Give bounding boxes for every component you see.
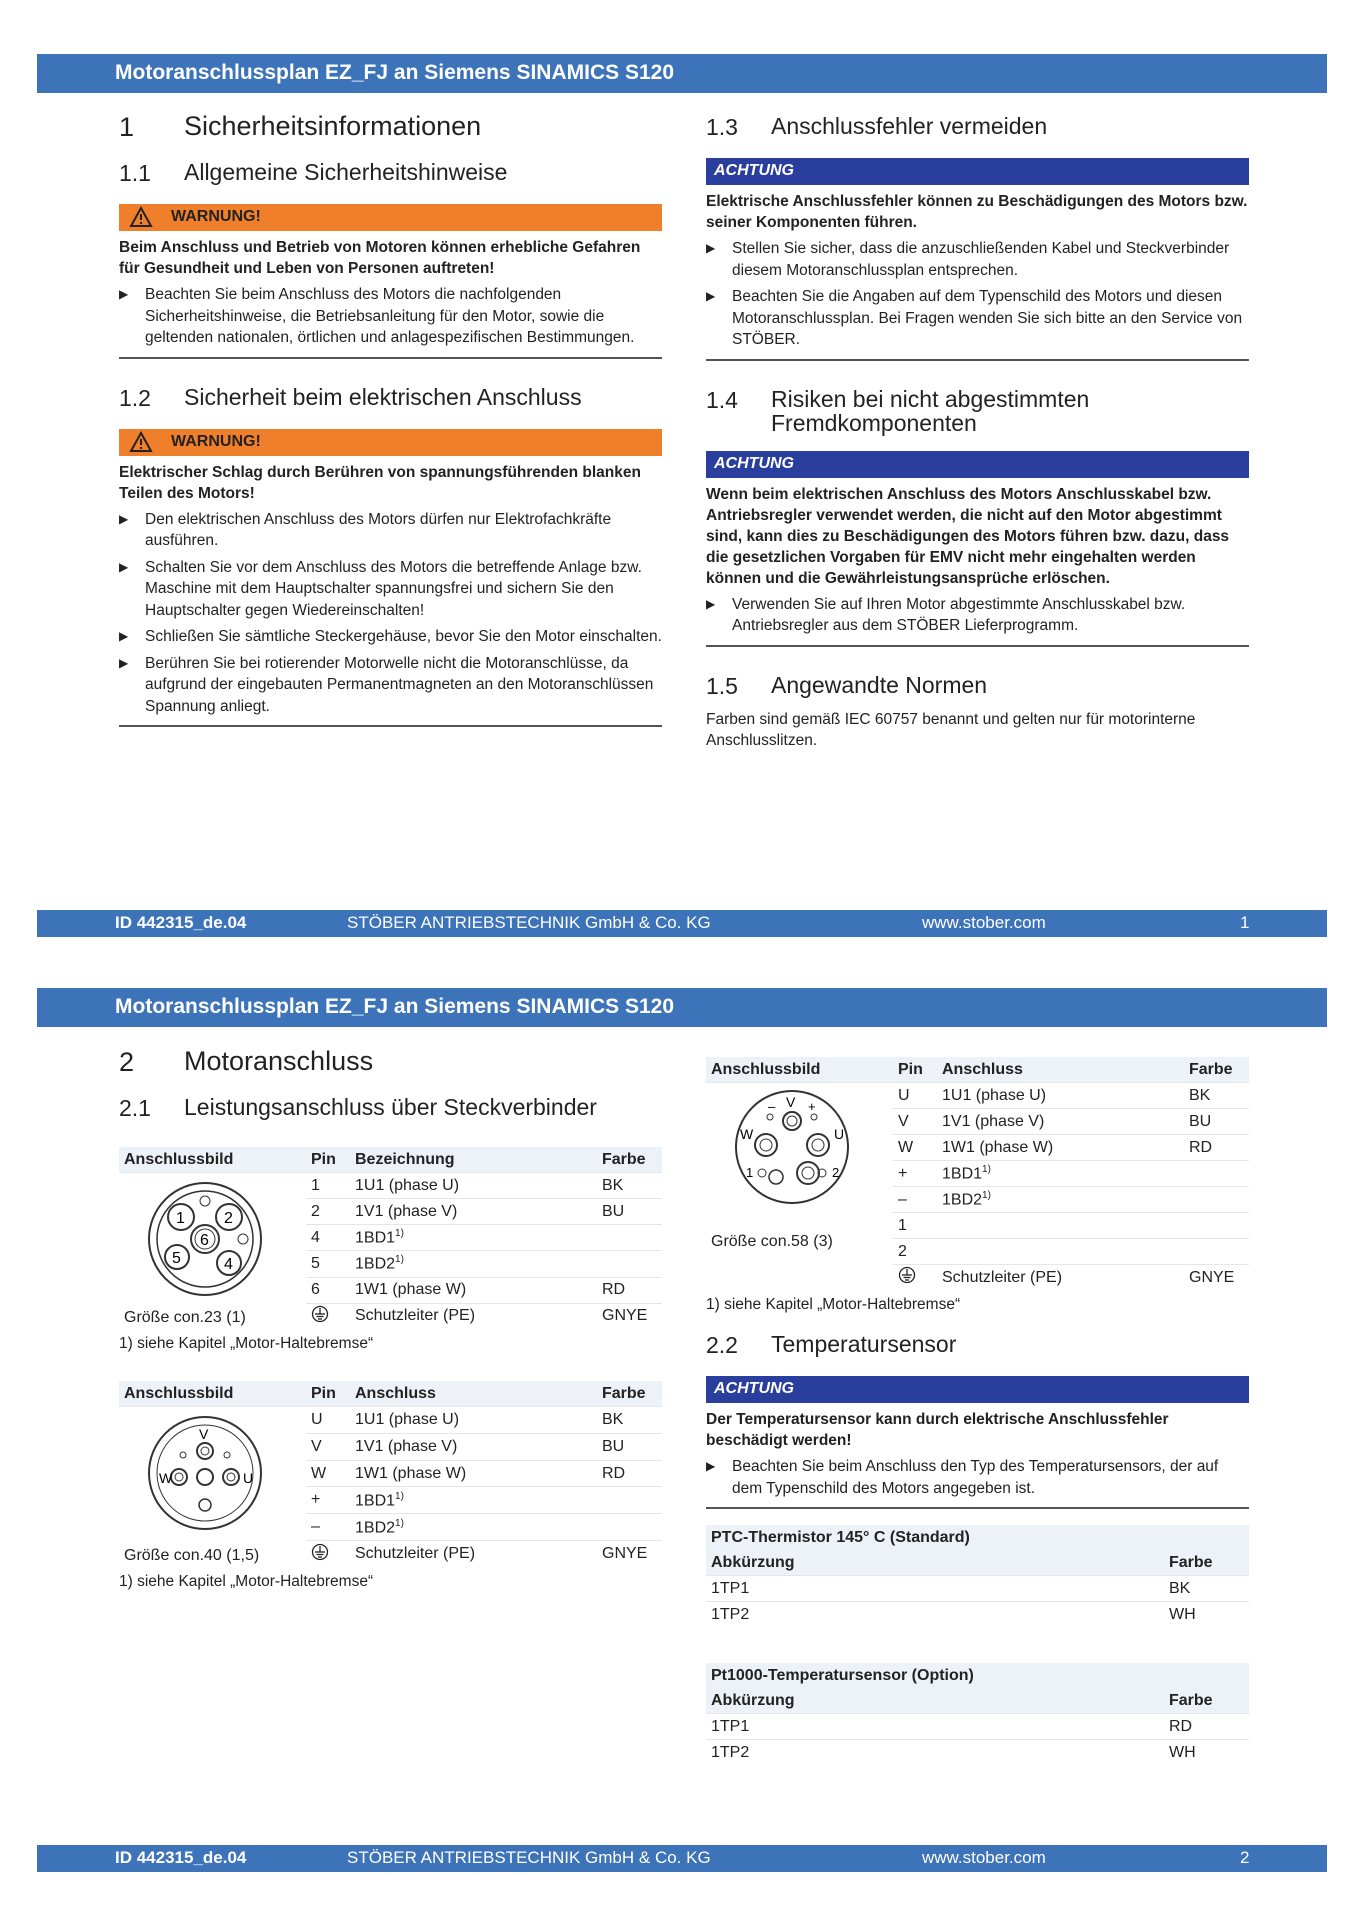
svg-text:1: 1 bbox=[176, 1210, 185, 1227]
table-title: PTC-Thermistor 145° C (Standard) bbox=[706, 1525, 1249, 1550]
column-header: Anschluss bbox=[937, 1057, 1184, 1083]
color-cell: BK bbox=[1164, 1576, 1249, 1602]
footnote-marker: 1) bbox=[395, 1490, 404, 1502]
pin-cell: 2 bbox=[306, 1199, 350, 1225]
website-link[interactable]: www.stober.com bbox=[922, 1848, 1046, 1867]
page1-left-column bbox=[119, 112, 662, 727]
warning-triangle-icon bbox=[129, 206, 153, 228]
pin-cell: – bbox=[893, 1187, 937, 1213]
footnote-marker: 1) bbox=[982, 1163, 991, 1175]
pin-cell: 2 bbox=[893, 1239, 937, 1265]
designation-cell bbox=[350, 1225, 597, 1251]
pin-cell: 5 bbox=[306, 1251, 350, 1277]
website-link[interactable]: www.stober.com bbox=[922, 913, 1046, 932]
designation-cell bbox=[937, 1187, 1184, 1213]
designation-cell bbox=[937, 1213, 1184, 1239]
designation-cell: 1V1 (phase V) bbox=[350, 1199, 597, 1225]
designation-cell: 1U1 (phase U) bbox=[350, 1407, 597, 1434]
warning-text: Beim Anschluss und Betrieb von Motoren können erhebliche Gefahren für Gesundheit und Leben von Personen auftreten! bbox=[119, 239, 641, 277]
column-header: Pin bbox=[306, 1381, 350, 1407]
pin-cell bbox=[893, 1265, 937, 1291]
section-number: 2 bbox=[119, 1047, 135, 1077]
pin-cell bbox=[306, 1541, 350, 1567]
section-1-2-heading bbox=[119, 385, 662, 415]
notice-label: ACHTUNG bbox=[714, 1380, 794, 1397]
color-cell: BK bbox=[597, 1407, 662, 1434]
bullet-item: ▶ Verwenden Sie auf Ihren Motor abgestimmte Anschlusskabel bzw. Antriebsregler aus dem STÖBER Lieferprogramm. bbox=[706, 594, 1249, 637]
designation-cell: Schutzleiter (PE) bbox=[350, 1303, 597, 1329]
section-number: 1.1 bbox=[119, 160, 151, 186]
connector-con23-icon bbox=[145, 1179, 265, 1299]
notice-banner bbox=[706, 158, 1249, 185]
footnote: 1) siehe Kapitel „Motor-Haltebremse“ bbox=[119, 1335, 374, 1352]
section-number: 1.5 bbox=[706, 672, 738, 699]
table-title: Pt1000-Temperatursensor (Option) bbox=[706, 1663, 1249, 1688]
designation-cell bbox=[350, 1514, 597, 1541]
designation-text: 1BD1 bbox=[942, 1165, 983, 1183]
section-title: Leistungsanschluss über Steckverbinder bbox=[184, 1094, 597, 1120]
abbreviation-cell: 1TP1 bbox=[706, 1576, 1164, 1602]
footnote: 1) siehe Kapitel „Motor-Haltebremse“ bbox=[119, 1573, 374, 1590]
column-header: Abkürzung bbox=[706, 1550, 1164, 1576]
column-header: Farbe bbox=[597, 1381, 662, 1407]
designation-text: 1BD2 bbox=[942, 1191, 983, 1209]
pin-cell: 6 bbox=[306, 1277, 350, 1303]
section-number: 1 bbox=[119, 112, 135, 142]
section-title: Sicherheit beim elektrischen Anschluss bbox=[184, 383, 582, 410]
page2-left-column bbox=[119, 1047, 662, 1591]
color-cell: GNYE bbox=[597, 1541, 662, 1567]
bullet-item: ▶ Beachten Sie beim Anschluss den Typ des Temperatursensors, der auf dem Typenschild des Motors angegeben ist. bbox=[706, 1456, 1249, 1499]
document-id: ID 442315_de.04 bbox=[115, 913, 247, 932]
page2-header-title: Motoranschlussplan EZ_FJ an Siemens SINAMICS S120 bbox=[115, 995, 674, 1018]
column-header: Anschluss bbox=[350, 1381, 597, 1407]
pin-cell: 1 bbox=[893, 1213, 937, 1239]
bullet-item: ▶ Schalten Sie vor dem Anschluss des Motors die betreffende Anlage bzw. Maschine mit dem Hauptschalter spannungsfrei und sichern Sie den Hauptschalter gegen Wiedereinschalten! bbox=[119, 557, 662, 622]
bullet-item: ▶ Berühren Sie bei rotierender Motorwelle nicht die Motoranschlüsse, da aufgrund der eingebauten Permanentmagneten an den Motoranschlüssen Spannung anliegt. bbox=[119, 653, 662, 718]
designation-cell: 1V1 (phase V) bbox=[937, 1109, 1184, 1135]
color-cell: GNYE bbox=[597, 1303, 662, 1329]
section-title-line: Fremdkomponenten bbox=[771, 409, 977, 436]
color-cell bbox=[597, 1251, 662, 1277]
page2-right-column bbox=[706, 1057, 1249, 1765]
designation-cell: Schutzleiter (PE) bbox=[937, 1265, 1184, 1291]
warning-text: Elektrischer Schlag durch Berühren von spannungsführenden blanken Teilen des Motors! bbox=[119, 463, 641, 502]
column-header: Anschlussbild bbox=[119, 1147, 306, 1173]
section-title: Anschlussfehler vermeiden bbox=[771, 113, 1048, 139]
company-name: STÖBER ANTRIEBSTECHNIK GmbH & Co. KG bbox=[347, 913, 711, 932]
svg-text:–: – bbox=[768, 1099, 776, 1114]
color-cell: BU bbox=[597, 1199, 662, 1225]
pin-table-con58 bbox=[706, 1057, 1249, 1290]
notice-label: ACHTUNG bbox=[714, 454, 794, 472]
page1-right-column bbox=[706, 114, 1249, 752]
section-number: 2.1 bbox=[119, 1095, 151, 1121]
designation-text: 1BD2 bbox=[355, 1255, 396, 1273]
svg-text:U: U bbox=[243, 1470, 254, 1486]
table-row bbox=[706, 1602, 1249, 1628]
column-header: Anschlussbild bbox=[119, 1381, 306, 1407]
divider bbox=[119, 725, 662, 727]
warning-banner bbox=[119, 429, 662, 456]
section-number: 1.2 bbox=[119, 384, 151, 411]
designation-cell bbox=[937, 1161, 1184, 1187]
document-id: ID 442315_de.04 bbox=[115, 1848, 247, 1867]
section-1-4-heading bbox=[706, 387, 1249, 439]
page2-footer-bar bbox=[37, 1845, 1327, 1872]
designation-cell: 1U1 (phase U) bbox=[937, 1083, 1184, 1109]
svg-text:V: V bbox=[199, 1426, 209, 1442]
section-title: Temperatursensor bbox=[771, 1331, 957, 1357]
section-title bbox=[771, 387, 1089, 435]
ptc-thermistor-table bbox=[706, 1525, 1249, 1627]
pin-cell: 4 bbox=[306, 1225, 350, 1251]
designation-cell: 1U1 (phase U) bbox=[350, 1173, 597, 1199]
pin-table-con40 bbox=[119, 1381, 662, 1567]
column-header: Pin bbox=[306, 1147, 350, 1173]
table-row bbox=[119, 1173, 662, 1199]
color-cell: RD bbox=[597, 1277, 662, 1303]
ground-symbol-icon bbox=[898, 1266, 916, 1284]
pin-cell: V bbox=[306, 1433, 350, 1460]
notice-banner bbox=[706, 1376, 1249, 1403]
designation-cell bbox=[350, 1487, 597, 1514]
color-cell: RD bbox=[1184, 1135, 1249, 1161]
section-title-line: Risiken bei nicht abgestimmten bbox=[771, 385, 1090, 412]
designation-text: 1BD2 bbox=[355, 1518, 396, 1536]
divider bbox=[706, 1507, 1249, 1509]
color-cell bbox=[597, 1487, 662, 1514]
color-cell: RD bbox=[1164, 1714, 1249, 1740]
section-1-1-heading bbox=[119, 160, 662, 190]
section-2-2-heading bbox=[706, 1332, 1249, 1362]
designation-cell: 1V1 (phase V) bbox=[350, 1433, 597, 1460]
color-cell bbox=[1184, 1213, 1249, 1239]
divider bbox=[706, 359, 1249, 361]
svg-text:W: W bbox=[740, 1126, 754, 1142]
bullet-item: ▶ Schließen Sie sämtliche Steckergehäuse, bevor Sie den Motor einschalten. bbox=[119, 626, 662, 648]
warning-label: WARNUNG! bbox=[171, 208, 261, 225]
connector-con58-icon bbox=[732, 1087, 852, 1207]
table-row bbox=[706, 1714, 1249, 1740]
color-cell: WH bbox=[1164, 1602, 1249, 1628]
company-name: STÖBER ANTRIEBSTECHNIK GmbH & Co. KG bbox=[347, 1848, 711, 1867]
pin-cell: W bbox=[306, 1460, 350, 1487]
designation-cell: 1W1 (phase W) bbox=[350, 1460, 597, 1487]
designation-text: 1BD1 bbox=[355, 1229, 396, 1247]
connector-size-label: Größe con.40 (1,5) bbox=[124, 1547, 260, 1564]
svg-text:4: 4 bbox=[224, 1256, 233, 1273]
column-header: Anschlussbild bbox=[706, 1057, 893, 1083]
bullet-item: ▶ Beachten Sie beim Anschluss des Motors die nachfolgenden Sicherheitshinweise, die Betriebsanleitung für den Motor, sowie die geltenden nationalen, örtlichen und anlagespezifischen Bestimmungen. bbox=[119, 284, 662, 349]
svg-text:2: 2 bbox=[224, 1210, 233, 1227]
designation-cell bbox=[937, 1239, 1184, 1265]
bullet-item: ▶ Den elektrischen Anschluss des Motors dürfen nur Elektrofachkräfte ausführen. bbox=[119, 509, 662, 552]
designation-cell: 1W1 (phase W) bbox=[937, 1135, 1184, 1161]
column-header: Farbe bbox=[1164, 1688, 1249, 1714]
svg-text:5: 5 bbox=[172, 1250, 181, 1267]
notice-label: ACHTUNG bbox=[714, 162, 794, 179]
connector-con40-icon bbox=[145, 1413, 265, 1533]
section-title: Sicherheitsinformationen bbox=[184, 111, 482, 141]
column-header: Bezeichnung bbox=[350, 1147, 597, 1173]
page1-footer-bar bbox=[37, 910, 1327, 937]
designation-cell bbox=[350, 1251, 597, 1277]
table-row bbox=[706, 1083, 1249, 1109]
svg-text:+: + bbox=[808, 1099, 816, 1114]
pin-cell: V bbox=[893, 1109, 937, 1135]
section-number: 2.2 bbox=[706, 1332, 738, 1358]
footnote-marker: 1) bbox=[395, 1517, 404, 1529]
svg-text:1: 1 bbox=[746, 1165, 754, 1180]
divider bbox=[706, 645, 1249, 647]
table-row bbox=[706, 1740, 1249, 1766]
color-cell bbox=[1184, 1239, 1249, 1265]
warning-label: WARNUNG! bbox=[171, 432, 261, 450]
section-title: Allgemeine Sicherheitshinweise bbox=[184, 159, 508, 185]
svg-text:W: W bbox=[159, 1470, 173, 1486]
norms-text: Farben sind gemäß IEC 60757 benannt und gelten nur für motorinterne Anschlusslitzen. bbox=[706, 710, 1196, 749]
notice-banner bbox=[706, 451, 1249, 478]
ground-symbol-icon bbox=[311, 1543, 329, 1561]
pin-cell: + bbox=[306, 1487, 350, 1514]
color-cell bbox=[597, 1225, 662, 1251]
section-1-5-heading bbox=[706, 673, 1249, 703]
page-number: 2 bbox=[1240, 1848, 1250, 1867]
notice-text: Elektrische Anschlussfehler können zu Beschädigungen des Motors bzw. seiner Komponenten führen. bbox=[706, 193, 1248, 231]
bullet-item: ▶ Stellen Sie sicher, dass die anzuschließenden Kabel und Steckverbinder diesem Motoranschlussplan entsprechen. bbox=[706, 238, 1249, 281]
notice-text: Der Temperatursensor kann durch elektrische Anschlussfehler beschädigt werden! bbox=[706, 1411, 1169, 1449]
pin-cell: U bbox=[306, 1407, 350, 1434]
color-cell bbox=[1184, 1187, 1249, 1213]
divider bbox=[119, 357, 662, 359]
svg-text:6: 6 bbox=[200, 1232, 209, 1249]
column-header: Farbe bbox=[1184, 1057, 1249, 1083]
section-2-1-heading bbox=[119, 1095, 662, 1125]
section-2-heading bbox=[119, 1047, 662, 1081]
section-number: 1.3 bbox=[706, 114, 738, 140]
column-header: Farbe bbox=[597, 1147, 662, 1173]
color-cell bbox=[597, 1514, 662, 1541]
column-header: Pin bbox=[893, 1057, 937, 1083]
color-cell: BK bbox=[1184, 1083, 1249, 1109]
page1-header-bar bbox=[37, 54, 1327, 93]
section-1-heading bbox=[119, 112, 662, 146]
color-cell: RD bbox=[597, 1460, 662, 1487]
footnote: 1) siehe Kapitel „Motor-Haltebremse“ bbox=[706, 1296, 961, 1313]
svg-text:V: V bbox=[786, 1094, 796, 1110]
page-number: 1 bbox=[1240, 913, 1250, 932]
connector-diagram-cell bbox=[119, 1407, 306, 1568]
color-cell: WH bbox=[1164, 1740, 1249, 1766]
warning-banner bbox=[119, 204, 662, 231]
pin-cell: U bbox=[893, 1083, 937, 1109]
connector-diagram-cell bbox=[119, 1173, 306, 1330]
ground-symbol-icon bbox=[311, 1305, 329, 1323]
designation-text: 1BD1 bbox=[355, 1492, 396, 1510]
pin-cell: 1 bbox=[306, 1173, 350, 1199]
color-cell: GNYE bbox=[1184, 1265, 1249, 1291]
table-row bbox=[706, 1576, 1249, 1602]
table-row bbox=[119, 1407, 662, 1434]
connector-size-label: Größe con.23 (1) bbox=[124, 1309, 246, 1326]
pin-cell bbox=[306, 1303, 350, 1329]
section-title: Angewandte Normen bbox=[771, 671, 988, 698]
section-number: 1.4 bbox=[706, 386, 738, 413]
pin-cell: + bbox=[893, 1161, 937, 1187]
pin-cell: W bbox=[893, 1135, 937, 1161]
pin-table-con23 bbox=[119, 1147, 662, 1329]
section-1-3-heading bbox=[706, 114, 1249, 144]
section-title: Motoranschluss bbox=[184, 1046, 374, 1076]
bullet-item: ▶ Beachten Sie die Angaben auf dem Typenschild des Motors und diesen Motoranschlussplan. Bei Fragen wenden Sie sich bitte an den Service von STÖBER. bbox=[706, 286, 1249, 351]
pin-cell: – bbox=[306, 1514, 350, 1541]
warning-triangle-icon bbox=[129, 431, 153, 453]
abbreviation-cell: 1TP2 bbox=[706, 1740, 1164, 1766]
footnote-marker: 1) bbox=[982, 1189, 991, 1201]
connector-size-label: Größe con.58 (3) bbox=[711, 1233, 833, 1250]
column-header: Farbe bbox=[1164, 1550, 1249, 1576]
notice-text: Wenn beim elektrischen Anschluss des Motors Anschlusskabel bzw. Antriebsregler verwendet werden, die nicht auf den Motor abgestimmt sind, kann dies zu Beschädigungen des Motors führen bzw. dazu, dass die gesetzlichen Vorgaben für EMV nicht mehr eingehalten werden können und die Gewährleistungsansprüche erlöschen. bbox=[706, 485, 1230, 587]
connector-diagram-cell bbox=[706, 1083, 893, 1291]
abbreviation-cell: 1TP1 bbox=[706, 1714, 1164, 1740]
svg-text:2: 2 bbox=[832, 1165, 840, 1180]
abbreviation-cell: 1TP2 bbox=[706, 1602, 1164, 1628]
color-cell: BU bbox=[597, 1433, 662, 1460]
footnote-marker: 1) bbox=[395, 1254, 404, 1266]
svg-text:U: U bbox=[834, 1126, 845, 1142]
footnote-marker: 1) bbox=[395, 1228, 404, 1240]
page1-header-title: Motoranschlussplan EZ_FJ an Siemens SINAMICS S120 bbox=[115, 61, 674, 84]
column-header: Abkürzung bbox=[706, 1688, 1164, 1714]
color-cell bbox=[1184, 1161, 1249, 1187]
page2-header-bar bbox=[37, 988, 1327, 1027]
color-cell: BU bbox=[1184, 1109, 1249, 1135]
designation-cell: 1W1 (phase W) bbox=[350, 1277, 597, 1303]
pt1000-sensor-table bbox=[706, 1663, 1249, 1765]
color-cell: BK bbox=[597, 1173, 662, 1199]
designation-cell: Schutzleiter (PE) bbox=[350, 1541, 597, 1567]
